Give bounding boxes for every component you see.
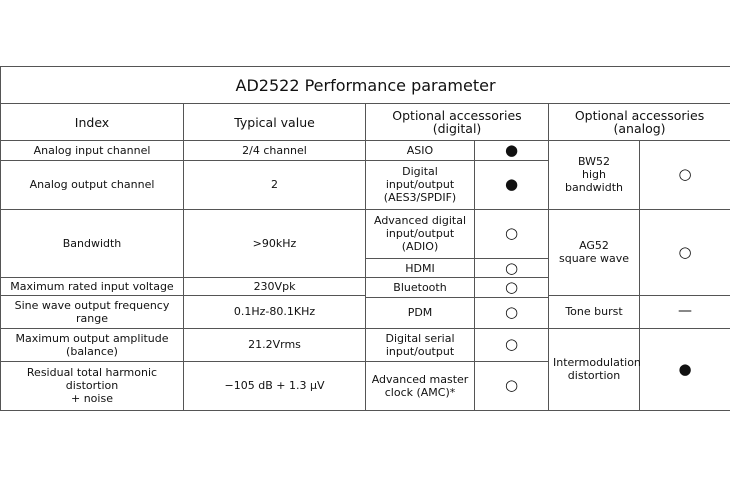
analog-intermodulation-label [549, 328, 640, 410]
value-analog-input: 2/4 channel [184, 141, 366, 161]
header-analog-accessories: Optional accessories (analog) [549, 104, 730, 141]
analog-label-line: high bandwidth [565, 168, 623, 195]
digital-label-line: (AES3/SPDIF) [383, 191, 457, 205]
digital-label-line: ASIO [406, 143, 434, 157]
index-analog-output: Analog output channel [1, 160, 184, 209]
digital-aes3-label [366, 160, 475, 209]
analog-bw52-mark: ○ [640, 141, 730, 210]
digital-hdmi-mark: ○ [475, 258, 549, 278]
analog-ag52-mark: ○ [640, 209, 730, 295]
index-line: (balance) [66, 344, 118, 358]
digital-label-line: Advanced master [371, 372, 469, 386]
digital-label-line: HDMI [405, 261, 435, 275]
digital-asio-mark: ● [475, 141, 549, 161]
index-max-output-amplitude [1, 328, 184, 361]
index-thd-noise [1, 361, 184, 410]
value-thd-noise: −105 dB + 1.3 µV [184, 361, 366, 410]
analog-label-line: distortion [567, 369, 621, 383]
header-digital-accessories: Optional accessories (digital) [366, 104, 549, 141]
header-index: Index [1, 104, 184, 141]
analog-label-line: AG52 [579, 239, 609, 253]
value-sine-frequency-range: 0.1Hz-80.1KHz [184, 295, 366, 328]
header-typical-value: Typical value [184, 104, 366, 141]
index-line: Maximum output amplitude [15, 331, 169, 345]
digital-serial-label [366, 328, 475, 361]
digital-adio-mark: ○ [475, 209, 549, 258]
index-sine-frequency-range: Sine wave output frequency range [1, 295, 184, 328]
digital-label-line: Digital input/output [385, 165, 455, 192]
digital-amc-label [366, 361, 475, 410]
digital-label-line: Digital serial [385, 331, 455, 345]
value-analog-output: 2 [184, 160, 366, 209]
table-title: AD2522 Performance parameter [1, 67, 730, 104]
digital-label-line: Bluetooth [393, 281, 447, 295]
analog-bw52-label [549, 141, 640, 210]
index-max-input-voltage: Maximum rated input voltage [1, 278, 184, 295]
digital-pdm-label [366, 298, 475, 329]
digital-hdmi-label [366, 258, 475, 278]
analog-label-line: Tone burst [565, 305, 623, 319]
index-analog-input: Analog input channel [1, 141, 184, 161]
index-line: Residual total harmonic distortion [26, 366, 158, 393]
analog-ag52-label [549, 209, 640, 295]
digital-pdm-mark: ○ [475, 298, 549, 329]
digital-bluetooth-label [366, 278, 475, 298]
digital-serial-mark: ○ [475, 328, 549, 361]
digital-amc-mark: ○ [475, 361, 549, 410]
digital-adio-label [366, 209, 475, 258]
analog-label-line: Intermodulation [553, 356, 641, 370]
digital-label-line: Advanced digital [373, 214, 467, 228]
value-bandwidth: >90kHz [184, 209, 366, 278]
analog-label-line: square wave [559, 252, 629, 266]
digital-aes3-mark: ● [475, 160, 549, 209]
analog-tone-burst-mark: — [640, 295, 730, 328]
analog-tone-burst-label [549, 295, 640, 328]
value-max-output-amplitude: 21.2Vrms [184, 328, 366, 361]
digital-bluetooth-mark: ○ [475, 278, 549, 298]
value-max-input-voltage: 230Vpk [184, 278, 366, 295]
digital-asio-label [366, 141, 475, 161]
digital-label-line: input/output (ADIO) [385, 227, 455, 254]
index-line: + noise [71, 392, 113, 406]
digital-label-line: PDM [407, 306, 433, 320]
digital-label-line: clock (AMC)* [384, 385, 456, 399]
analog-intermodulation-mark: ● [640, 328, 730, 410]
performance-table-container [0, 66, 730, 411]
digital-label-line: input/output [385, 344, 455, 358]
analog-label-line: BW52 [577, 155, 611, 169]
performance-table [0, 66, 730, 411]
index-bandwidth: Bandwidth [1, 209, 184, 278]
